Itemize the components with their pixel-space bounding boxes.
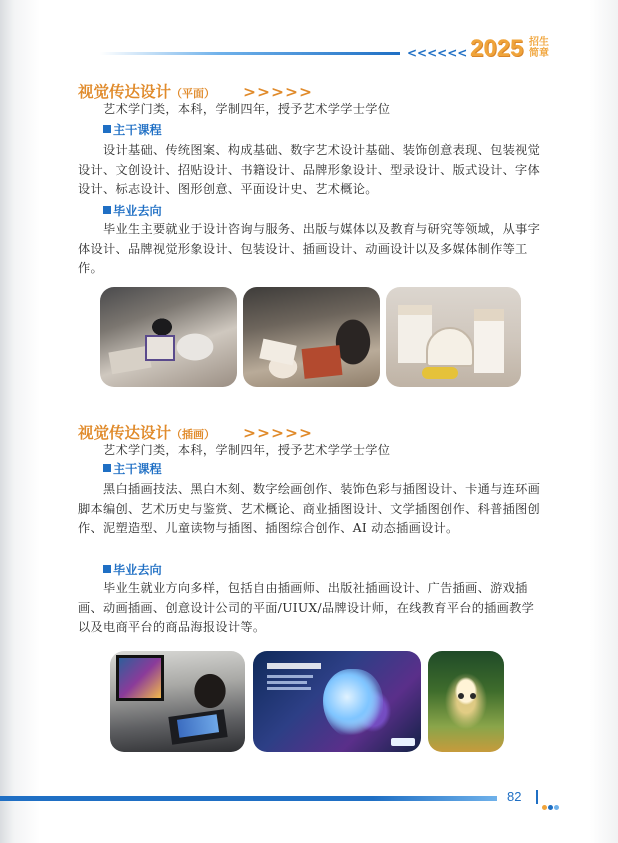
header-subtitle-line2: 简章 [529,48,549,59]
section2-arrows: >>>>> [243,424,313,442]
section2-title-sub: （插画） [171,428,216,441]
section2-courses-heading-label: 主干课程 [113,462,162,476]
section1-title [78,80,313,102]
section2-title [78,421,313,443]
section1-career-heading-label: 毕业去向 [113,204,162,218]
section2-career-text: 毕业生就业方向多样，包括自由插画师、出版社插画设计、广告插画、游戏插画、动画插画、创意设计公司的平面/UIUX/品牌设计师，在线教育平台的插画教学以及电商平台的商品海报设计等。 [78,581,535,635]
section2-career-heading-label: 毕业去向 [113,563,162,577]
section1-courses-text: 设计基础、传统图案、构成基础、数字艺术设计基础、装饰创意表现、包装视觉设计、文创设计、招贴设计、书籍设计、品牌形象设计、型录设计、版式设计、字体设计、标志设计、图形创意、平面设计史、艺术概论。 [78,143,541,197]
photo-students-workshop [100,287,237,387]
page-number: 82 [507,789,522,804]
footer-rule [0,796,497,801]
section1-career-text: 毕业生主要就业于设计咨询与服务、出版与媒体以及教育与研究等领域，从事字体设计、品牌视觉形象设计、包装设计、插画设计、动画设计以及多媒体制作等工作。 [78,222,541,276]
footer-divider [536,790,538,804]
section2-title-main: 视觉传达设计 [78,424,172,442]
photo-packaging-design [386,287,521,387]
square-bullet-icon [103,565,111,573]
header-arrows: <<<<<< [407,46,468,60]
header-subtitle-line1: 招生 [529,37,549,48]
section1-courses-heading-label: 主干课程 [113,123,162,137]
section1-career-heading [103,202,162,219]
section2-courses-heading [103,460,162,477]
section1-courses-heading [103,121,162,138]
header-subtitle [529,37,553,59]
section2-courses-text: 黑白插画技法、黑白木刻、数字绘画创作、装饰色彩与插图设计、卡通与连环画脚本编创、艺术历史与鉴赏、艺术概论、商业插图设计、文学插图创作、科普插图创作、泥塑造型、儿童读物与插图、插图综合创作、AI 动态插画设计。 [78,482,541,536]
section1-arrows: >>>>> [243,83,313,101]
footer-dots-icon [542,795,560,814]
header-year: 2025 [470,35,524,62]
section1-intro: 艺术学门类，本科，学制四年，授予艺术学学士学位 [103,102,391,116]
photo-students-crafting [243,287,380,387]
square-bullet-icon [103,464,111,472]
header-rule [100,52,400,55]
photo-game-illustration [253,651,421,752]
section2-intro: 艺术学门类，本科，学制四年，授予艺术学学士学位 [103,443,391,457]
section1-title-sub: （平面） [171,87,216,100]
photo-character-illustration [428,651,504,752]
photo-digital-drawing [110,651,245,752]
section2-career-heading [103,561,162,578]
section1-title-main: 视觉传达设计 [78,83,172,101]
square-bullet-icon [103,125,111,133]
square-bullet-icon [103,206,111,214]
